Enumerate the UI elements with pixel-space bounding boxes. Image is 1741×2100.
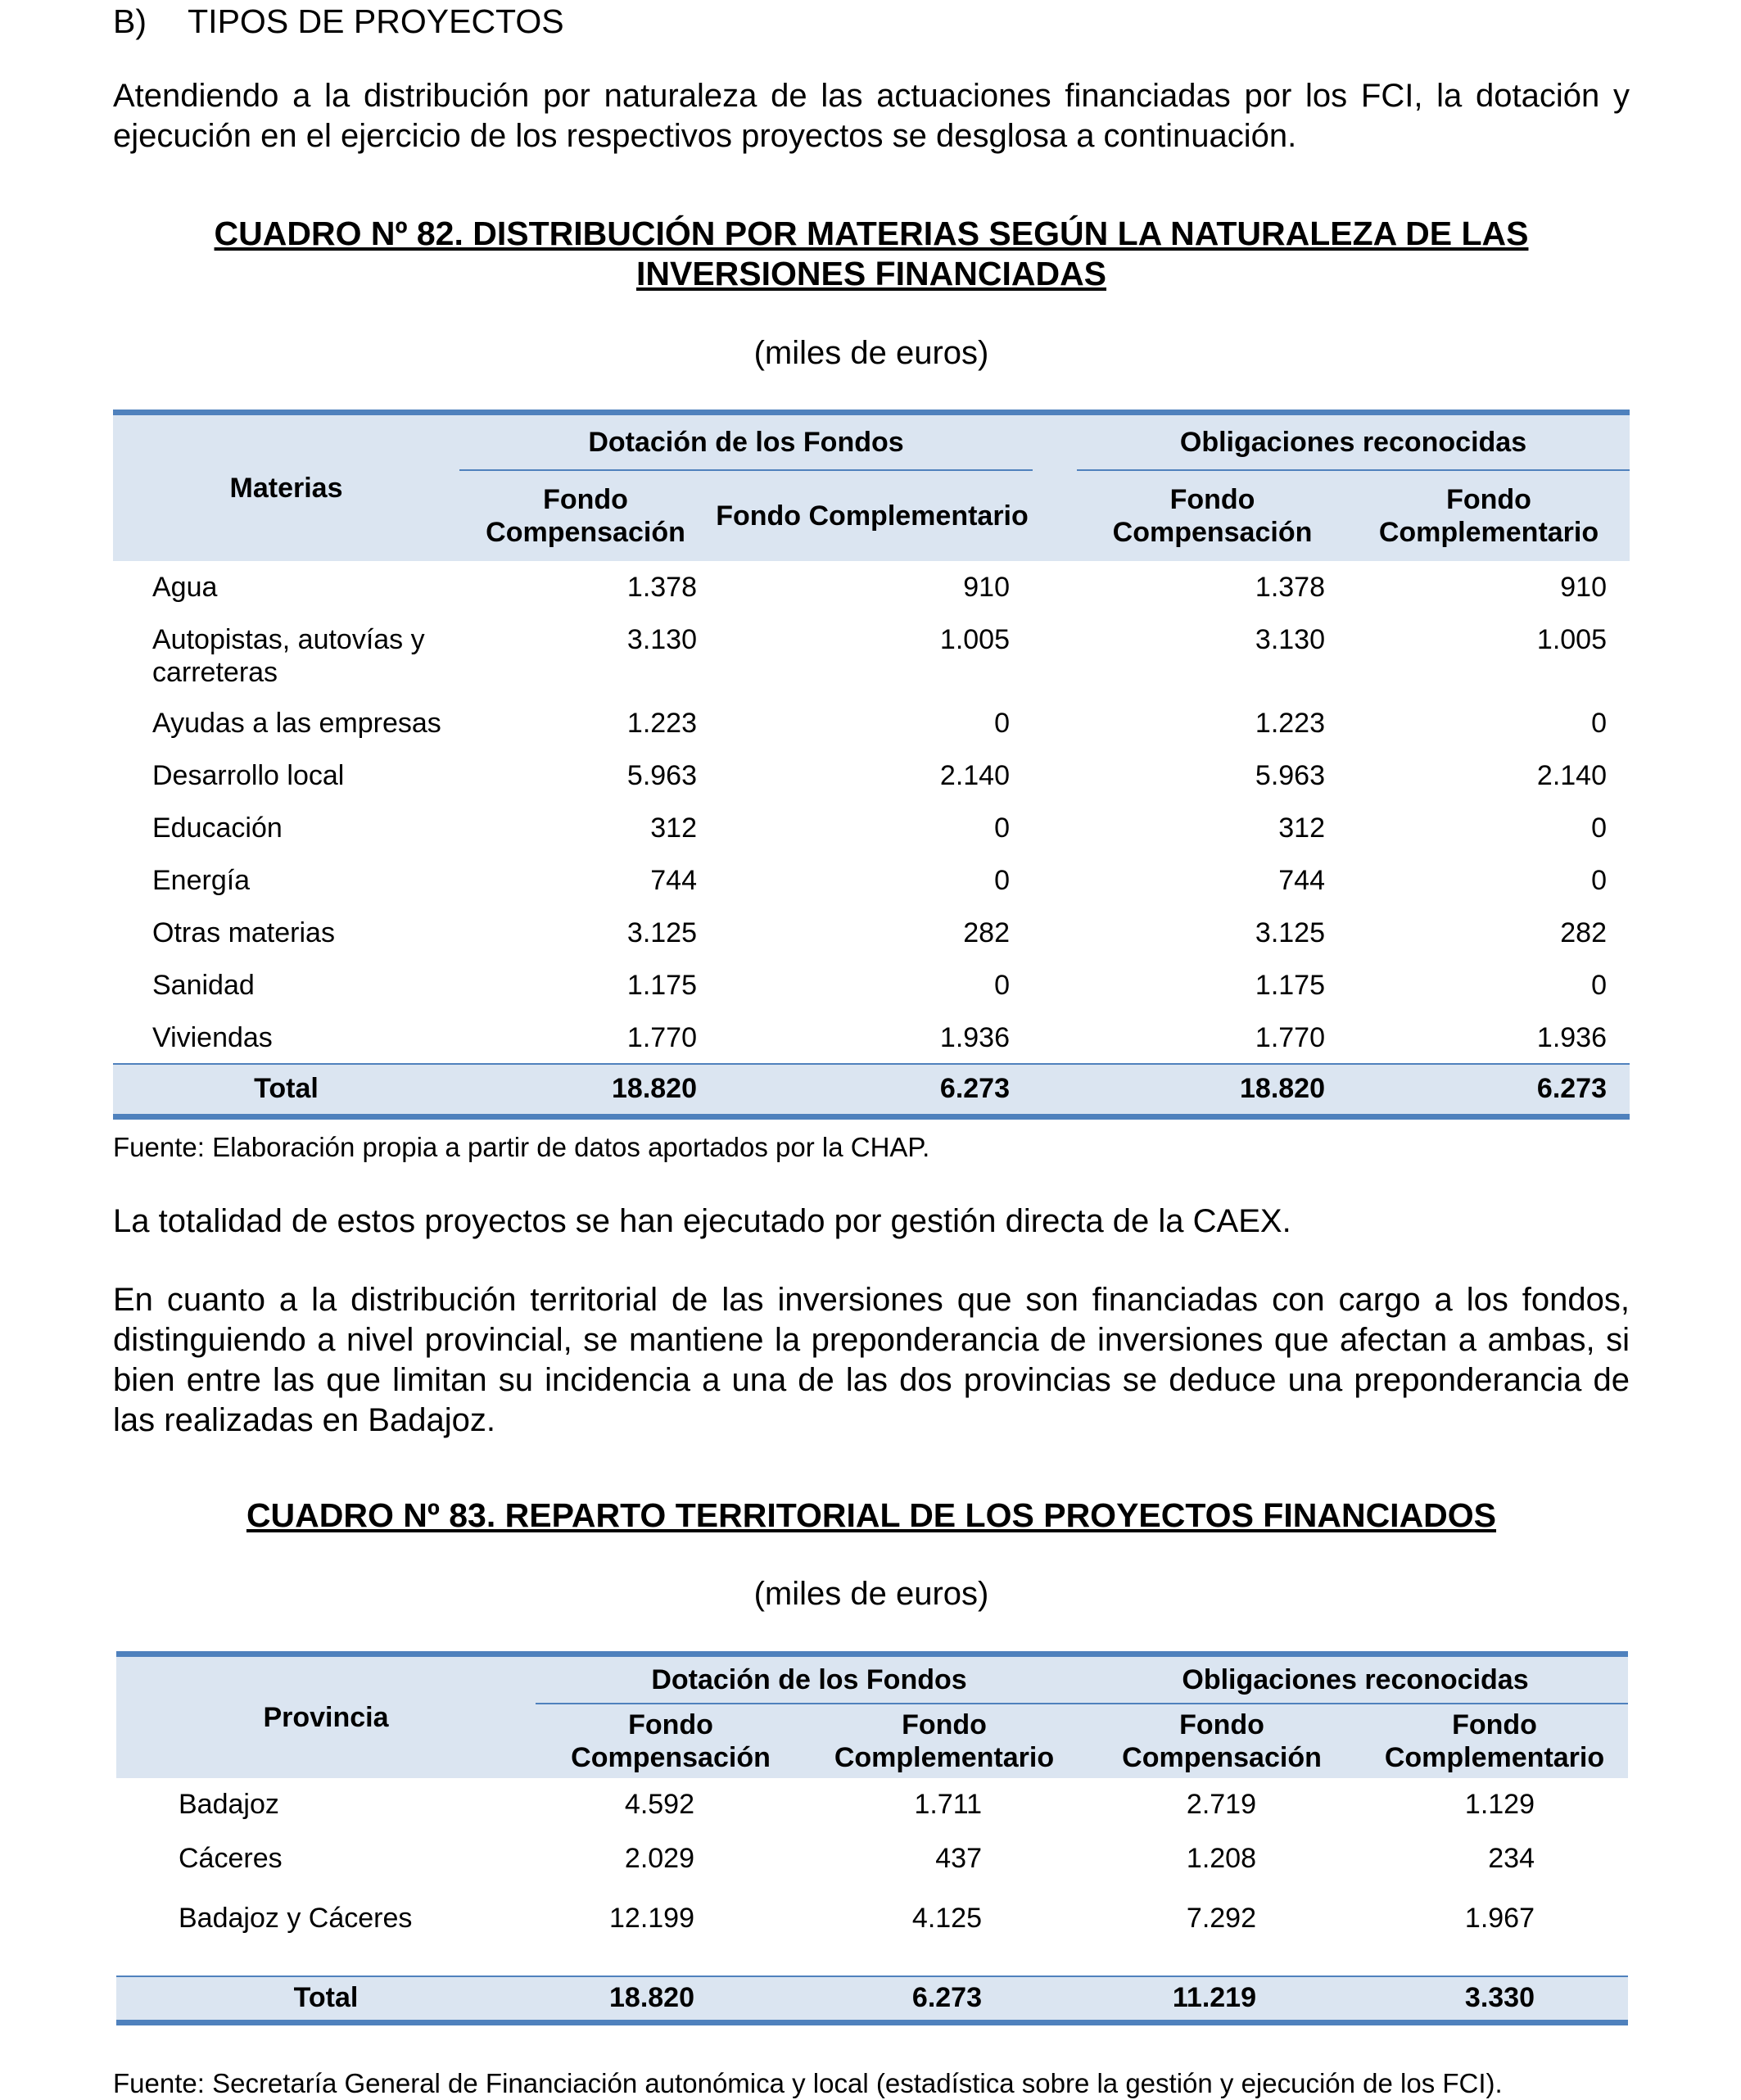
table-row: [113, 1012, 1630, 1064]
cell-value: 7.292: [1186, 1902, 1256, 1934]
table-row: [113, 749, 1630, 802]
cell-value: 1.770: [1255, 1022, 1325, 1053]
cell-value: 910: [963, 572, 1010, 603]
total-row: [116, 1976, 1628, 2022]
cell-value: 1.936: [939, 1022, 1010, 1053]
cuadro-82-col-header: Fondo Complementario: [1348, 470, 1630, 561]
section-heading: B) TIPOS DE PROYECTOS: [113, 2, 564, 40]
total-label: Total: [113, 1064, 459, 1116]
row-label: Educación: [152, 812, 283, 844]
cell-value: 312: [1278, 812, 1325, 844]
spacer-cell: [1033, 613, 1077, 697]
cuadro-83-row-header: Provincia: [116, 1654, 536, 1779]
cuadro-82-title-line2: INVERSIONES FINANCIADAS: [635, 255, 1107, 292]
row-label: Otras materias: [152, 917, 335, 948]
total-value: 6.273: [1348, 1064, 1630, 1116]
spacer-cell: [1033, 1064, 1077, 1116]
cuadro-82-title-line1: CUADRO Nº 82. DISTRIBUCIÓN POR MATERIAS SEGÚN LA NATURALEZA DE LAS: [214, 215, 1529, 252]
cell-value: 910: [1560, 572, 1607, 603]
cuadro-82-col-header: Fondo Compensación: [1077, 470, 1348, 561]
spacer-cell: [1033, 1012, 1077, 1064]
cell-value: 2.719: [1186, 1788, 1256, 1820]
cell-value: 1.378: [626, 572, 697, 603]
cuadro-83-title: CUADRO Nº 83. REPARTO TERRITORIAL DE LOS PROYECTOS FINANCIADOS: [246, 1496, 1497, 1534]
cell-value: 744: [1278, 865, 1325, 896]
cell-value: 1.378: [1255, 572, 1325, 603]
cuadro-82-units: (miles de euros): [753, 335, 989, 371]
cell-value: 1.223: [1255, 708, 1325, 739]
spacer-cell: [806, 1950, 1083, 1976]
cuadro-82-title: [113, 214, 1630, 294]
row-label: Viviendas: [152, 1022, 273, 1053]
cuadro-82-source: Fuente: Elaboración propia a partir de datos aportados por la CHAP.: [113, 1132, 930, 1162]
spacer-cell: [1083, 1950, 1361, 1976]
cell-value: 0: [994, 865, 1010, 896]
spacer-row: [116, 1950, 1628, 1976]
cell-value: 3.130: [1255, 624, 1325, 655]
cell-value: 1.223: [626, 708, 697, 739]
cell-value: 437: [935, 1842, 982, 1874]
cell-value: 3.130: [626, 624, 697, 655]
cell-value: 1.005: [1536, 624, 1607, 655]
table-row: [113, 561, 1630, 613]
cuadro-83-table: [116, 1651, 1628, 2025]
cell-value: 1.208: [1186, 1842, 1256, 1874]
cuadro-82-col-header: Fondo Compensación: [459, 470, 712, 561]
spacer-cell: [1361, 1950, 1628, 1976]
cuadro-83-group-dotacion: Dotación de los Fondos: [536, 1654, 1083, 1704]
spacer-cell: [1033, 907, 1077, 959]
total-value: 6.273: [712, 1064, 1033, 1116]
cell-value: 1.936: [1536, 1022, 1607, 1053]
cell-value: 312: [650, 812, 697, 844]
row-label: Ayudas a las empresas: [152, 708, 441, 739]
row-label: Agua: [152, 572, 218, 603]
table-row: [113, 613, 1630, 697]
cuadro-83-units: (miles de euros): [753, 1576, 989, 1612]
cuadro-82-col-gap: [1033, 470, 1077, 561]
cuadro-83-col-header: Fondo Compensación: [536, 1704, 806, 1778]
cuadro-82-group-gap: [1033, 413, 1077, 471]
cell-value: 0: [1591, 865, 1607, 896]
row-label: Energía: [152, 865, 251, 896]
spacer-cell: [1033, 561, 1077, 613]
cuadro-82-row-header: Materias: [113, 413, 459, 562]
intro-paragraph: Atendiendo a la distribución por naturaleza de las actuaciones financiadas por los FCI, la dotación y ejecución en el ejercicio de los respectivos proyectos se desglosa a continuación.: [113, 78, 1630, 154]
cell-value: 282: [963, 917, 1010, 948]
table-row: [113, 959, 1630, 1012]
cell-value: 1.711: [914, 1788, 982, 1820]
total-value: 11.219: [1083, 1976, 1361, 2022]
cell-value: 3.125: [626, 917, 697, 948]
cell-value: 0: [1591, 812, 1607, 844]
cell-value: 1.129: [1464, 1788, 1535, 1820]
total-value: 18.820: [536, 1976, 806, 2022]
total-row: [113, 1064, 1630, 1116]
cell-value: 1.967: [1464, 1902, 1535, 1934]
row-label: Desarrollo local: [152, 760, 345, 791]
cell-value: 1.175: [1255, 970, 1325, 1001]
cell-value: 4.592: [624, 1788, 694, 1820]
table-row: [116, 1886, 1628, 1950]
total-value: 3.330: [1361, 1976, 1628, 2022]
total-value: 18.820: [1077, 1064, 1348, 1116]
cuadro-83-col-header: Fondo Compensación: [1083, 1704, 1361, 1778]
row-label: Badajoz y Cáceres: [179, 1902, 413, 1934]
spacer-cell: [1033, 749, 1077, 802]
table-row: [116, 1831, 1628, 1886]
cell-value: 1.175: [626, 970, 697, 1001]
cuadro-82-group-obligaciones: Obligaciones reconocidas: [1077, 413, 1630, 471]
table-row: [113, 907, 1630, 959]
spacer-cell: [1033, 959, 1077, 1012]
cell-value: 2.140: [939, 760, 1010, 791]
row-label: Sanidad: [152, 970, 255, 1001]
cell-value: 0: [994, 708, 1010, 739]
cell-value: 12.199: [609, 1902, 694, 1934]
cuadro-83-source: Fuente: Secretaría General de Financiación autonómica y local (estadística sobre la gestión y ejecución de los FCI).: [113, 2068, 1503, 2098]
spacer-cell: [116, 1950, 536, 1976]
row-label: Autopistas, autovías y carreteras: [152, 624, 425, 688]
row-label: Badajoz: [179, 1788, 279, 1820]
cell-value: 0: [1591, 970, 1607, 1001]
paragraph-territorial: En cuanto a la distribución territorial de las inversiones que son financiadas con cargo a los fondos, distinguiendo a nivel provincial, se mantiene la preponderancia de inversiones que afectan a ambas, si bien entre las que limitan su incidencia a una de las dos provincias se deduce una preponderancia de las realizadas en Badajoz.: [113, 1282, 1630, 1438]
cell-value: 0: [994, 812, 1010, 844]
cell-value: 1.770: [626, 1022, 697, 1053]
paragraph-gestion: La totalidad de estos proyectos se han ejecutado por gestión directa de la CAEX.: [113, 1203, 1291, 1239]
cuadro-82-table: [113, 410, 1630, 1120]
cell-value: 0: [1591, 708, 1607, 739]
cuadro-83-col-header: Fondo Complementario: [806, 1704, 1083, 1778]
cell-value: 5.963: [626, 760, 697, 791]
cuadro-83-group-obligaciones: Obligaciones reconocidas: [1083, 1654, 1628, 1704]
cell-value: 5.963: [1255, 760, 1325, 791]
total-label: Total: [116, 1976, 536, 2022]
table-row: [116, 1778, 1628, 1831]
table-row: [113, 697, 1630, 749]
spacer-cell: [1033, 697, 1077, 749]
spacer-cell: [536, 1950, 806, 1976]
cell-value: 2.029: [624, 1842, 694, 1874]
cell-value: 744: [650, 865, 697, 896]
cuadro-82-col-header: Fondo Complementario: [712, 470, 1033, 561]
cell-value: 3.125: [1255, 917, 1325, 948]
cell-value: 0: [994, 970, 1010, 1001]
cell-value: 234: [1488, 1842, 1535, 1874]
spacer-cell: [1033, 802, 1077, 854]
cuadro-83-col-header: Fondo Complementario: [1361, 1704, 1628, 1778]
cell-value: 4.125: [911, 1902, 982, 1934]
table-row: [113, 854, 1630, 907]
table-row: [113, 802, 1630, 854]
total-value: 18.820: [459, 1064, 712, 1116]
spacer-cell: [1033, 854, 1077, 907]
cell-value: 282: [1560, 917, 1607, 948]
cell-value: 2.140: [1536, 760, 1607, 791]
cell-value: 1.005: [939, 624, 1010, 655]
row-label: Cáceres: [179, 1842, 283, 1874]
total-value: 6.273: [806, 1976, 1083, 2022]
cuadro-82-group-dotacion: Dotación de los Fondos: [459, 413, 1033, 471]
